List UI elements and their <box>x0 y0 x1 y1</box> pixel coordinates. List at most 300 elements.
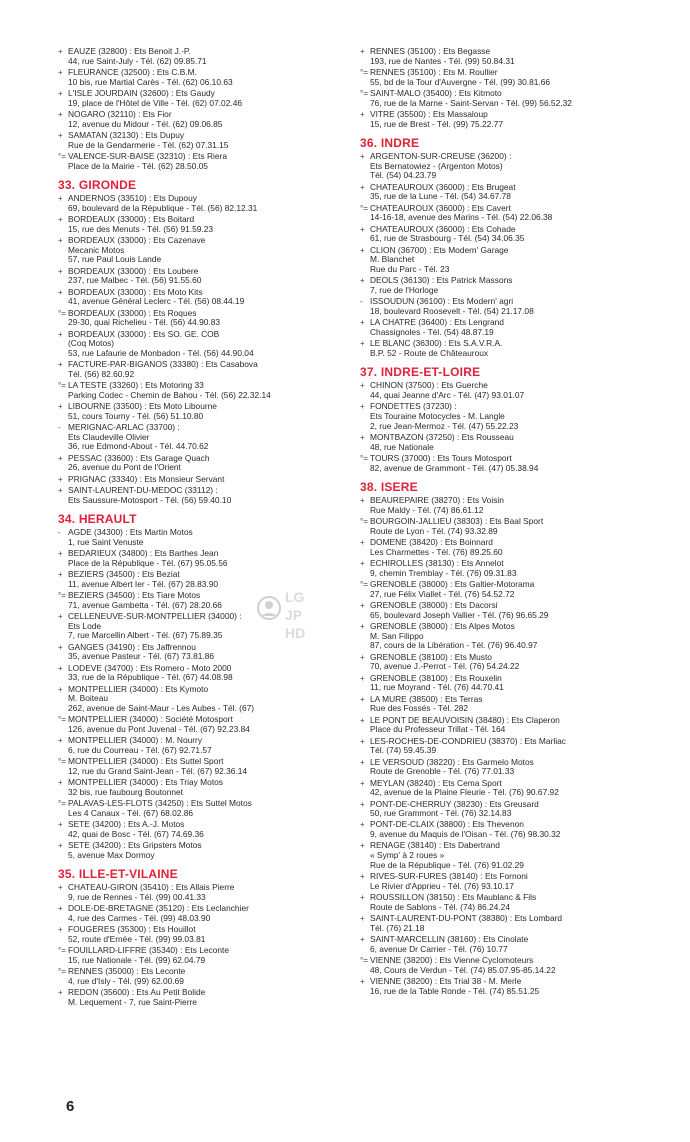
entry-marker: °= <box>360 453 368 463</box>
entry-detail: Ets Bernatowiez - (Argenton Motos) <box>370 160 503 171</box>
entry-title: PALAVAS-LES-FLOTS (34250) : Ets Suttel Motos <box>68 798 252 809</box>
entry-title: RENAGE (38140) : Ets Dabertrand <box>370 840 500 851</box>
entry-title: BEAUREPAIRE (38270) : Ets Voisin <box>370 495 504 506</box>
entry-detail: 48, Cours de Verdun - Tél. (74) 85.07.95-85.14.22 <box>370 964 556 975</box>
entry-detail: Route de Grenoble - Tél. (76) 77.01.33 <box>370 766 515 777</box>
entry-detail: 2, rue Jean-Mermoz - Tél. (47) 55.22.23 <box>370 420 519 431</box>
entry-title: TOURS (37000) : Ets Tours Motosport <box>370 452 512 463</box>
entry-title: MONTPELLIER (34000) : Ets Triay Motos <box>68 777 223 788</box>
dealer-entry <box>360 276 660 295</box>
entry-title: MONTPELLIER (34000) : Ets Suttel Sport <box>68 756 224 767</box>
entry-detail: 53, rue Lafaurie de Monbadon - Tél. (56) 44.90.04 <box>68 347 254 358</box>
entry-title: SAINT-LAURENT-DU-PONT (38380) : Ets Lombard <box>370 913 563 924</box>
entry-title: FONDETTES (37230) : <box>370 401 457 412</box>
entry-title: VIENNE (38200) : Ets Vienne Cyclomoteurs <box>370 954 534 965</box>
entry-detail: Rue des Fossés - Tél. 282 <box>370 703 469 714</box>
entry-marker: + <box>360 402 365 412</box>
entry-title: RIVES-SUR-FURES (38140) : Ets Fornoni <box>370 871 528 882</box>
dealer-entry <box>58 685 358 714</box>
dealer-entry <box>360 841 660 870</box>
dealer-entry <box>58 267 358 286</box>
entry-marker: °= <box>360 67 368 77</box>
dealer-entry <box>58 799 358 818</box>
entry-marker: + <box>58 67 63 77</box>
entry-detail: (Coq Motos) <box>68 338 115 349</box>
dealer-entry <box>360 779 660 798</box>
entry-detail: 48, rue Nationale <box>370 441 434 452</box>
entry-detail: 4, rue des Carmes - Tél. (99) 48.03.90 <box>68 913 211 924</box>
dealer-entry <box>58 330 358 359</box>
entry-detail: 42, quai de Bosc - Tél. (67) 74.69.36 <box>68 828 204 839</box>
entry-detail: Place de la République - Tél. (67) 95.05.56 <box>68 557 228 568</box>
entry-detail: 61, rue de Strasbourg - Tél. (54) 34.06.35 <box>370 233 525 244</box>
dealer-entry <box>58 988 358 1007</box>
entry-title: REDON (35600) : Ets Au Petit Bolide <box>68 987 206 998</box>
entry-marker: + <box>360 914 365 924</box>
entry-title: LE BLANC (36300) : Ets S.A.V.R.A. <box>370 338 503 349</box>
entry-detail: 7, rue de l'Horloge <box>370 284 439 295</box>
dealer-entry <box>58 194 358 213</box>
entry-detail: Ets Saussure-Motosport - Tél. (56) 59.40.10 <box>68 494 232 505</box>
entry-title: CHATEAUROUX (36000) : Ets Cohade <box>370 223 516 234</box>
entry-marker: + <box>360 276 365 286</box>
section <box>360 47 660 129</box>
entry-detail: 9, chemin Tremblay - Tél. (76) 09.31.83 <box>370 567 517 578</box>
section <box>58 512 358 860</box>
entry-marker: °= <box>58 308 66 318</box>
entry-marker: + <box>58 841 63 851</box>
dealer-entry <box>360 653 660 672</box>
entry-detail: 1, rue Saint Venuste <box>68 536 144 547</box>
dealer-entry <box>58 841 358 860</box>
entry-marker: + <box>58 570 63 580</box>
entry-marker: + <box>58 360 63 370</box>
entry-title: SETE (34200) : Ets Gripsters Motos <box>68 840 202 851</box>
dealer-entry <box>58 288 358 307</box>
entry-marker: + <box>58 236 63 246</box>
section-heading: 37. INDRE-ET-LOIRE <box>360 365 481 380</box>
entry-detail: 9, rue de Rennes - Tél. (99) 00.41.33 <box>68 892 206 903</box>
dealer-entry <box>360 559 660 578</box>
entry-detail: Rue de la Gendarmerie - Tél. (62) 07.31.15 <box>68 139 229 150</box>
entry-detail: 51, cours Tourny - Tél. (56) 51.10.80 <box>68 410 204 421</box>
entry-detail: Ets Lode <box>68 620 102 631</box>
watermark-logo <box>255 584 317 644</box>
section <box>360 136 660 358</box>
dealer-entry <box>360 183 660 202</box>
dealer-entry <box>360 204 660 223</box>
entry-title: AGDE (34300) : Ets Martin Motos <box>68 527 193 538</box>
dealer-entry <box>58 360 358 379</box>
entry-marker: + <box>360 318 365 328</box>
entry-detail: 82, avenue de Grammont - Tél. (47) 05.38.94 <box>370 462 539 473</box>
entry-title: MONTPELLIER (34000) : Société Motosport <box>68 714 233 725</box>
entry-detail: 14-16-18, avenue des Marins - Tél. (54) 22.06.38 <box>370 212 553 223</box>
entry-marker: °= <box>58 591 66 601</box>
section <box>58 867 358 1007</box>
dealer-entry <box>58 820 358 839</box>
entry-marker: + <box>58 612 63 622</box>
entry-detail: 35, avenue Pasteur - Tél. (67) 73.81.86 <box>68 651 215 662</box>
dealer-entry <box>360 110 660 129</box>
dealer-entry <box>58 549 358 568</box>
dealer-entry <box>360 517 660 536</box>
dealer-entry <box>58 381 358 400</box>
entry-marker: + <box>58 329 63 339</box>
entry-detail: M. Blanchet <box>370 254 415 265</box>
dealer-entry <box>58 967 358 986</box>
entry-marker: + <box>58 474 63 484</box>
entry-detail: Route de Sablons - Tél. (74) 86.24.24 <box>370 901 510 912</box>
dealer-entry <box>360 956 660 975</box>
entry-marker: + <box>58 88 63 98</box>
entry-title: GRENOBLE (38000) : Ets Galtier-Motorama <box>370 579 535 590</box>
entry-marker: + <box>360 496 365 506</box>
dealer-entry <box>58 68 358 87</box>
entry-detail: 71, avenue Gambetta - Tél. (67) 28.20.66 <box>68 599 222 610</box>
entry-title: LODEVE (34700) : Ets Romero - Moto 2000 <box>68 662 232 673</box>
entry-marker: °= <box>58 946 66 956</box>
dealer-entry <box>360 246 660 275</box>
entry-detail: 15, rue de Brest - Tél. (99) 75.22.77 <box>370 118 503 129</box>
entry-title: SAMATAN (32130) : Ets Dupuy <box>68 129 185 140</box>
entry-marker: + <box>360 339 365 349</box>
entry-title: SETE (34200) : Ets A.-J. Motos <box>68 819 185 830</box>
entry-detail: 44, rue Saint-July - Tél. (62) 09.85.71 <box>68 55 207 66</box>
entry-marker: + <box>360 841 365 851</box>
dealer-entry <box>58 89 358 108</box>
entry-title: VALENCE-SUR-BAISE (32310) : Ets Riera <box>68 150 228 161</box>
entry-detail: M. Lequement - 7, rue Saint-Pierre <box>68 996 197 1007</box>
entry-title: GRENOBLE (38100) : Ets Musto <box>370 651 492 662</box>
entry-detail: Rue Maldy - Tél. (74) 86.61.12 <box>370 504 484 515</box>
entry-detail: « Symp' à 2 roues » <box>370 850 445 861</box>
entry-detail: 18, boulevard Roosevelt - Tél. (54) 21.17.08 <box>370 305 534 316</box>
dealer-entry <box>58 131 358 150</box>
entry-title: LE VERSOUD (38220) : Ets Garmelo Motos <box>370 756 534 767</box>
entry-detail: 87, cours de la Libération - Tél. (76) 96.40.97 <box>370 640 538 651</box>
entry-title: SAINT-MALO (35400) : Ets Kitmoto <box>370 87 502 98</box>
entry-marker: + <box>360 757 365 767</box>
entry-title: LA TESTE (33260) : Ets Motoring 33 <box>68 380 204 391</box>
dealer-entry <box>360 977 660 996</box>
entry-marker: + <box>58 47 63 56</box>
dealer-entry <box>360 318 660 337</box>
entry-detail: Rue de la République - Tél. (76) 91.02.29 <box>370 859 524 870</box>
entry-detail: Les 4 Canaux - Tél. (67) 68.02.86 <box>68 807 194 818</box>
entry-marker: + <box>360 224 365 234</box>
entry-marker: + <box>58 684 63 694</box>
entry-marker: °= <box>360 203 368 213</box>
dealer-entry <box>360 872 660 891</box>
entry-marker: + <box>58 925 63 935</box>
entry-title: LA MURE (38500) : Ets Terras <box>370 693 483 704</box>
entry-detail: 6, rue du Courreau - Tél. (67) 92.71.57 <box>68 744 212 755</box>
section <box>58 47 358 171</box>
entry-detail: 36, rue Edmond-About - Tél. 44.70.62 <box>68 441 209 452</box>
entry-marker: + <box>58 549 63 559</box>
entry-title: FOUGERES (35300) : Ets Houillot <box>68 924 196 935</box>
entry-title: BORDEAUX (33000) : Ets Cazenave <box>68 235 206 246</box>
entry-detail: 29-30, quai Richelieu - Tél. (56) 44.90.83 <box>68 317 221 328</box>
entry-marker: - <box>58 528 61 538</box>
entry-detail: Tél. (56) 82.60.92 <box>68 368 135 379</box>
entry-marker: + <box>360 538 365 548</box>
dealer-entry <box>58 715 358 734</box>
dealer-entry <box>58 643 358 662</box>
dealer-entry <box>58 736 358 755</box>
dealer-entry <box>360 297 660 316</box>
entry-title: L'ISLE JOURDAIN (32600) : Ets Gaudy <box>68 87 215 98</box>
entry-detail: 237, rue Malbec - Tél. (56) 91.55.60 <box>68 275 202 286</box>
entry-marker: °= <box>360 580 368 590</box>
entry-detail: Tél. (54) 04.23.79 <box>370 170 437 181</box>
section <box>360 480 660 996</box>
entry-marker: + <box>360 694 365 704</box>
entry-title: CELLENEUVE-SUR-MONTPELLIER (34000) : <box>68 611 242 622</box>
entry-marker: °= <box>360 88 368 98</box>
entry-marker: °= <box>360 517 368 527</box>
dealer-entry <box>360 758 660 777</box>
entry-marker: + <box>360 893 365 903</box>
dealer-entry <box>58 664 358 683</box>
entry-title: RENNES (35100) : Ets Begasse <box>370 46 491 56</box>
entry-marker: + <box>360 109 365 119</box>
left-column <box>58 47 358 1009</box>
dealer-entry <box>360 68 660 87</box>
entry-title: PONT-DE-CLAIX (38800) : Ets Thevenon <box>370 819 524 830</box>
entry-marker: + <box>360 935 365 944</box>
entry-detail: 15, rue Nationale - Tél. (99) 62.04.79 <box>68 954 206 965</box>
entry-marker: + <box>360 381 365 391</box>
entry-detail: 57, rue Paul Louis Lande <box>68 254 162 265</box>
dealer-entry <box>58 475 358 485</box>
entry-detail: Parking Codec - Chemin de Bahou - Tél. (56) 22.32.14 <box>68 389 271 400</box>
entry-marker: + <box>360 245 365 255</box>
entry-detail: Ets Touraine Motocycles - M. Langle <box>370 410 505 421</box>
dealer-entry <box>360 800 660 819</box>
svg-text:HD: HD <box>285 625 306 641</box>
entry-title: CHATEAUROUX (36000) : Ets Cavert <box>370 202 511 213</box>
entry-title: GANGES (34190) : Ets Jaffrennou <box>68 641 196 652</box>
entry-marker: + <box>58 194 63 204</box>
entry-marker: °= <box>360 955 368 965</box>
entry-marker: °= <box>58 967 66 977</box>
entry-title: DOLE-DE-BRETAGNE (35120) : Ets Leclanchier <box>68 903 249 914</box>
entry-detail: 32 bis, rue faubourg Boutonnet <box>68 786 184 797</box>
entry-title: BORDEAUX (33000) : Ets SO. GE. COB <box>68 328 220 339</box>
entry-detail: 19, place de l'Hôtel de Ville - Tél. (62) 07.02.46 <box>68 97 243 108</box>
entry-marker: °= <box>58 799 66 809</box>
entry-title: VIENNE (38200) : Ets Trial 38 - M. Merle <box>370 975 522 986</box>
entry-detail: 262, avenue de Saint-Maur - Les Aubes - Tél. (67) <box>68 702 255 713</box>
dealer-entry <box>58 757 358 776</box>
entry-detail: 35, rue de la Lune - Tél. (54) 34.67.78 <box>370 191 511 202</box>
dealer-entry <box>360 737 660 756</box>
entry-detail: Place de la Mairie - Tél. (62) 28.50.05 <box>68 160 208 171</box>
entry-title: LES-ROCHES-DE-CONDRIEU (38370) : Ets Marliac <box>370 735 566 746</box>
entry-detail: 11, rue Moyrand - Tél. (76) 44.70.41 <box>370 682 504 693</box>
dealer-entry <box>360 674 660 693</box>
entry-marker: + <box>58 215 63 225</box>
entry-marker: + <box>360 736 365 746</box>
entry-marker: + <box>360 673 365 683</box>
entry-title: MONTPELLIER (34000) : M. Nourry <box>68 735 203 746</box>
entry-marker: + <box>58 109 63 119</box>
entry-marker: °= <box>58 757 66 767</box>
dealer-entry <box>360 716 660 735</box>
dealer-entry <box>58 47 358 66</box>
entry-title: NOGARO (32110) : Ets Fior <box>68 108 172 119</box>
entry-detail: 9, avenue du Maquis de l'Oisan - Tél. (76) 98.30.32 <box>370 829 561 840</box>
entry-marker: + <box>360 432 365 442</box>
entry-detail: 12, avenue du Midour - Tél. (62) 09.06.85 <box>68 118 223 129</box>
dealer-entry <box>58 309 358 328</box>
entry-detail: 27, rue Félix Viallet - Tél. (76) 54.52.72 <box>370 588 515 599</box>
entry-title: BORDEAUX (33000) : Ets Moto Kits <box>68 286 203 297</box>
dealer-entry <box>360 820 660 839</box>
entry-detail: 7, rue Marcellin Albert - Tél. (67) 75.89.35 <box>68 630 223 641</box>
dealer-entry <box>360 935 660 954</box>
entry-title: BORDEAUX (33000) : Ets Roques <box>68 307 197 318</box>
entry-detail: 50, rue Grammont - Tél. (76) 32.14.83 <box>370 808 512 819</box>
entry-marker: - <box>58 423 61 433</box>
entry-detail: 33, rue de la République - Tél. (67) 44.08.98 <box>68 672 233 683</box>
entry-detail: Place du Professeur Trillat - Tél. 164 <box>370 724 506 735</box>
entry-detail: Le Rivier d'Apprieu - Tél. (76) 93.10.17 <box>370 880 514 891</box>
dealer-entry <box>360 601 660 620</box>
entry-detail: 41, avenue Général Leclerc - Tél. (56) 08.44.19 <box>68 296 245 307</box>
entry-detail: B.P. 52 - Route de Châteauroux <box>370 347 489 358</box>
entry-detail: 15, rue des Menuts - Tél. (56) 91.59.23 <box>68 223 214 234</box>
entry-marker: + <box>58 402 63 412</box>
dealer-entry <box>58 883 358 902</box>
entry-detail: M. Boiteau <box>68 693 109 704</box>
dealer-entry <box>58 486 358 505</box>
section-heading: 34. HERAULT <box>58 512 137 527</box>
entry-marker: + <box>360 601 365 611</box>
entry-marker: - <box>360 297 363 307</box>
entry-marker: + <box>58 130 63 140</box>
dealer-entry <box>58 528 358 547</box>
dealer-entry <box>58 402 358 421</box>
entry-marker: + <box>58 736 63 746</box>
entry-marker: + <box>58 453 63 463</box>
right-column <box>360 47 660 998</box>
entry-title: PRIGNAC (33340) : Ets Monsieur Servant <box>68 473 225 484</box>
entry-title: ARGENTON-SUR-CREUSE (36200) : <box>370 151 512 162</box>
entry-marker: + <box>58 486 63 496</box>
entry-detail: 5, avenue Max Dormoy <box>68 849 155 860</box>
entry-title: FOUILLARD-LIFFRE (35340) : Ets Leconte <box>68 945 230 956</box>
entry-detail: 126, avenue du Pont Juvenal - Tél. (67) 92.23.84 <box>68 723 250 734</box>
section <box>360 365 660 473</box>
entry-detail: 55, bd de la Tour d'Auvergne - Tél. (99) 30.81.66 <box>370 76 551 87</box>
entry-marker: + <box>360 799 365 809</box>
entry-title: ISSOUDUN (36100) : Ets Modern' agri <box>370 296 514 307</box>
entry-marker: °= <box>58 715 66 725</box>
dealer-entry <box>360 496 660 515</box>
page-number: 6 <box>66 1098 75 1115</box>
entry-detail: 70, avenue J.-Perrot - Tél. (76) 54.24.22 <box>370 661 520 672</box>
dealer-entry <box>360 47 660 66</box>
entry-detail: Rue du Parc - Tél. 23 <box>370 263 450 274</box>
entry-title: CHATEAUROUX (36000) : Ets Brugeat <box>370 181 516 192</box>
entry-marker: + <box>360 559 365 569</box>
entry-title: SAINT-MARCELLIN (38160) : Ets Cinolate <box>370 934 529 944</box>
entry-title: RENNES (35100) : Ets M. Roullier <box>370 66 498 77</box>
entry-title: RENNES (35000) : Ets Leconte <box>68 966 186 977</box>
entry-title: ECHIROLLES (38130) : Ets Annelot <box>370 558 504 569</box>
entry-detail: Route de Lyon - Tél. (74) 93.32.89 <box>370 525 498 536</box>
dealer-entry <box>58 152 358 171</box>
section-heading: 35. ILLE-ET-VILAINE <box>58 867 178 882</box>
entry-title: MERIGNAC-ARLAC (33700) : <box>68 422 180 433</box>
svg-text:LG: LG <box>285 589 305 605</box>
entry-title: ROUSSILLON (38150) : Ets Maublanc & Fils <box>370 892 537 903</box>
entry-detail: Les Charmettes - Tél. (76) 89.25.60 <box>370 546 503 557</box>
entry-marker: + <box>360 778 365 788</box>
entry-title: BOURGOIN-JALLIEU (38303) : Ets Baal Sport <box>370 516 544 527</box>
entry-title: GRENOBLE (38000) : Ets Dacorsi <box>370 600 498 611</box>
entry-marker: + <box>58 642 63 652</box>
entry-title: LA CHATRE (36400) : Ets Lengrand <box>370 317 504 328</box>
entry-marker: + <box>360 976 365 986</box>
entry-title: DEOLS (36130) : Ets Patrick Massons <box>370 275 513 286</box>
entry-marker: + <box>58 988 63 998</box>
entry-title: BEDARIEUX (34800) : Ets Barthes Jean <box>68 548 219 559</box>
entry-title: MONTPELLIER (34000) : Ets Kymoto <box>68 683 209 694</box>
entry-detail: 26, avenue du Pont de l'Orient <box>68 462 181 473</box>
dealer-entry <box>58 904 358 923</box>
entry-detail: Tél. (74) 59.45.39 <box>370 745 437 756</box>
entry-title: LE PONT DE BEAUVOISIN (38480) : Ets Claperon <box>370 714 560 725</box>
entry-title: PESSAC (33600) : Ets Garage Quach <box>68 452 210 463</box>
entry-marker: + <box>360 152 365 162</box>
dealer-entry <box>360 433 660 452</box>
dealer-entry <box>360 89 660 108</box>
entry-title: SAINT-LAURENT-DU-MEDOC (33112) : <box>68 485 218 496</box>
entry-title: MEYLAN (38240) : Ets Cema Sport <box>370 777 502 788</box>
dealer-entry <box>58 215 358 234</box>
entry-detail: 42, avenue de la Plaine Fleurie - Tél. (76) 90.67.92 <box>370 787 559 798</box>
dealer-entry <box>360 893 660 912</box>
dealer-entry <box>360 152 660 181</box>
entry-marker: + <box>360 622 365 632</box>
entry-marker: + <box>360 872 365 882</box>
entry-title: LIBOURNE (33500) : Ets Moto Libourne <box>68 401 217 412</box>
entry-detail: Ets Claudeville Olivier <box>68 431 150 442</box>
svg-text:JP: JP <box>285 607 303 623</box>
entry-marker: + <box>58 266 63 276</box>
entry-title: CLION (36700) : Ets Modern' Garage <box>370 244 509 255</box>
entry-detail: 69, boulevard de la République - Tél. (56) 82.12.31 <box>68 202 258 213</box>
entry-detail: 44, quai Jeanne d'Arc - Tél. (47) 93.01.07 <box>370 389 525 400</box>
entry-marker: + <box>360 715 365 725</box>
entry-title: VITRE (35500) : Ets Massaloup <box>370 108 488 119</box>
entry-title: GRENOBLE (38100) : Ets Rouxelin <box>370 672 502 683</box>
entry-marker: + <box>360 652 365 662</box>
dealer-entry <box>360 538 660 557</box>
entry-title: CHATEAU-GIRON (35410) : Ets Allais Pierre <box>68 882 235 893</box>
entry-detail: Mecanic Motos <box>68 244 125 255</box>
dealer-entry <box>58 454 358 473</box>
entry-marker: + <box>360 820 365 830</box>
section-heading: 38. ISERE <box>360 480 418 495</box>
entry-title: MONTBAZON (37250) : Ets Rousseau <box>370 431 514 442</box>
dealer-entry <box>360 402 660 431</box>
entry-title: ANDERNOS (33510) : Ets Dupouy <box>68 193 197 204</box>
